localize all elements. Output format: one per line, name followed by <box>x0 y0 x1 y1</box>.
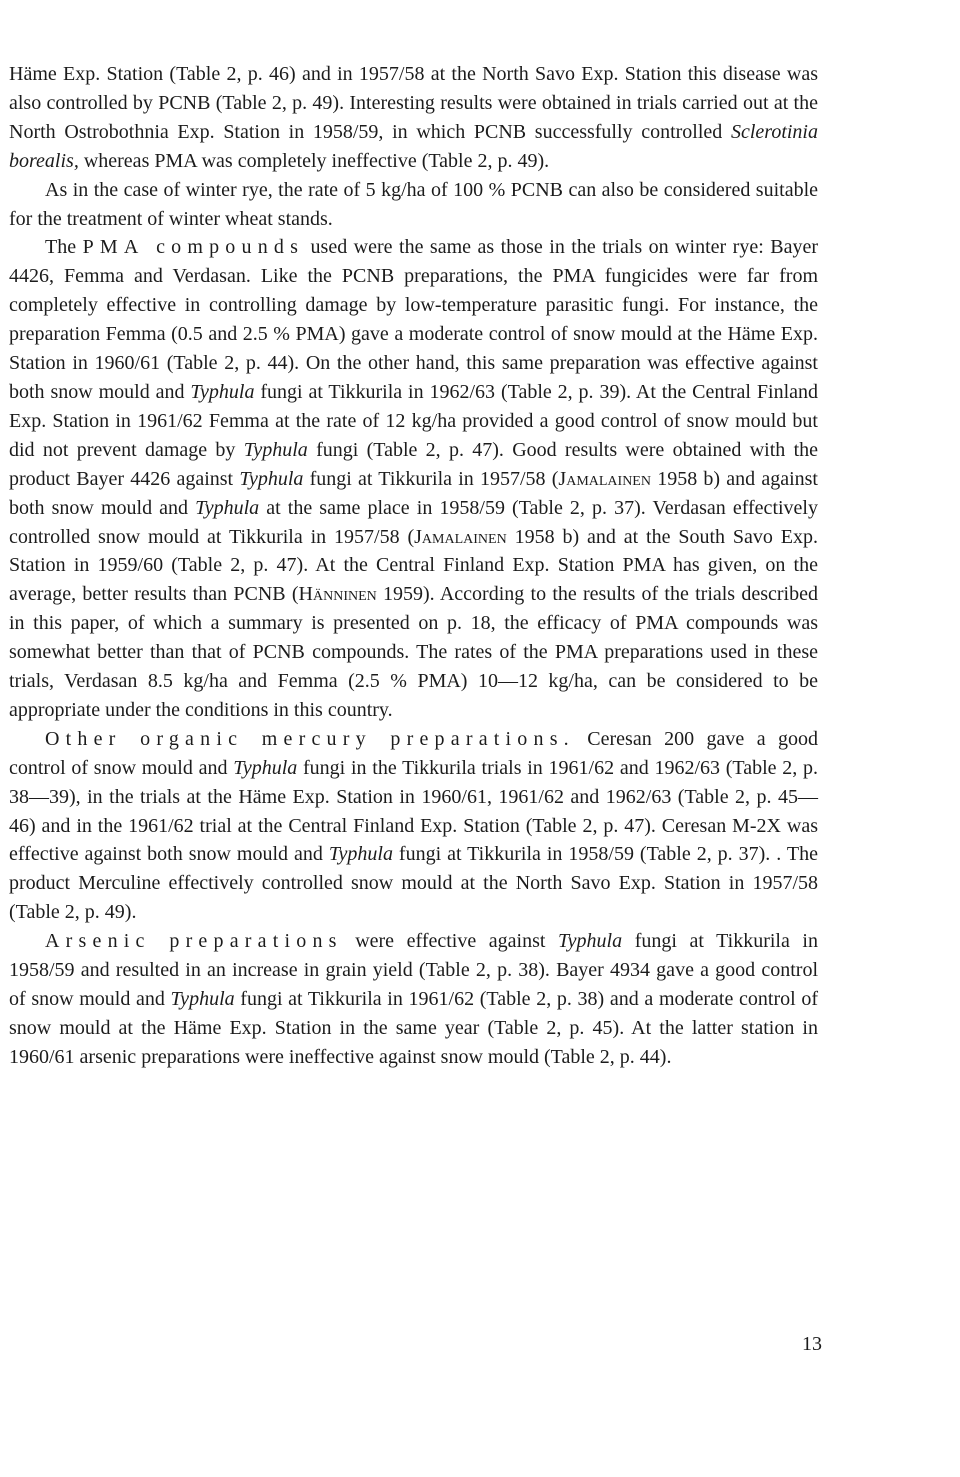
text-run: fungi in the Tikkurila trials in 1961/62 and 1962/63 (Table 2, p. 38—39), in the trials at the Häme Exp. Station in 1960/61, 1961/62 and 1962/63 (Table 2, p. 45—46) and in the 1961/62 trial at the Central Finland Exp. Station (Table 2, p. 47). Ceresan M-2X was effective against both snow mould and <box>9 756 818 866</box>
text-run: 1958 b) and against both snow mould and <box>9 467 818 519</box>
author-name: Jamalainen <box>558 467 651 490</box>
spaced-heading: PMA compounds <box>82 236 305 259</box>
text-run: fungi at Tikkurila in 1962/63 (Table 2, p. 39). At the Central Finland Exp. Station in 1961/62 Femma at the rate of 12 kg/ha provided a good control of snow mould but did not prevent damage by <box>9 380 818 461</box>
spaced-heading: Other organic mercury preparations. <box>45 727 575 750</box>
text-run: were effective against <box>342 930 559 953</box>
author-name: Hänninen <box>298 583 377 606</box>
italic-term: Typhula <box>243 438 308 461</box>
spaced-heading: Arsenic preparations <box>45 930 343 953</box>
italic-term: Typhula <box>170 988 235 1010</box>
text-run: As in the case of winter rye, the rate of 5 kg/ha of 100 % PCNB can also be considered suitable for the treatment of winter wheat stands. <box>9 178 818 230</box>
italic-term: Typhula <box>190 380 255 403</box>
text-run: fungi (Table 2, p. 47). Good results were obtained with the product Bayer 4426 against <box>9 438 818 490</box>
author-name: Jamalainen <box>414 525 507 548</box>
text-run: fungi at Tikkurila in 1961/62 (Table 2, p. 38) and a moderate control of snow mould at the Häme Exp. Station in the same year (Table 2, p. 45). At the latter station in 1960/61 arsenic preparations were ineffective against snow mould (Table 2, p. 44). <box>9 988 818 1068</box>
italic-term: Typhula <box>233 756 298 779</box>
text-run: Häme Exp. Station (Table 2, p. 46) and in 1957/58 at the North Savo Exp. Station this disease was also controlled by PCNB (Table 2, p. 49). Interesting results were obtained in trials carried out at the North Ostrobothnia Exp. Station in 1958/59, in which PCNB successfully controlled <box>9 63 818 143</box>
text-run: 1958 b) and at the South Savo Exp. Station in 1959/60 (Table 2, p. 47). At the Central Finland Exp. Station PMA has given, on the average, better results than PCNB ( <box>9 525 818 606</box>
text-run: 1959). According to the results of the trials described in this paper, of which a summary is presented on p. 18, the efficacy of PMA compounds was somewhat better than that of PCNB compounds. The rates of the PMA preparations used in these trials, Verdasan 8.5 kg/ha and Femma (2.5 % PMA) 10—12 kg/ha, can be considered to be appropriate under the conditions in this country. <box>9 583 818 721</box>
italic-term: Typhula <box>328 843 393 866</box>
italic-term: Typhula <box>195 496 260 519</box>
text-run: fungi at Tikkurila in 1958/59 and resulted in an increase in grain yield (Table 2, p. 38). Bayer 4934 gave a good control of snow mould and <box>9 930 818 1010</box>
paragraph <box>9 927 818 1072</box>
italic-term: Typhula <box>239 467 304 490</box>
text-run: at the same place in 1958/59 (Table 2, p. 37). Verdasan effectively controlled snow mould at Tikkurila in 1957/58 ( <box>9 496 818 548</box>
body-text <box>9 60 818 1072</box>
paragraph <box>9 233 818 724</box>
text-run: fungi at Tikkurila in 1957/58 ( <box>303 467 559 490</box>
text-run: whereas PMA was completely ineffective (Table 2, p. 49). <box>78 149 550 172</box>
italic-term: Sclerotinia borealis, <box>9 120 818 172</box>
text-run: The <box>45 236 83 259</box>
page-number: 13 <box>802 1333 822 1355</box>
paragraph <box>9 725 818 927</box>
text-run: fungi at Tikkurila in 1958/59 (Table 2, p. 37). . The product Merculine effectively controlled snow mould at the North Savo Exp. Station in 1957/58 (Table 2, p. 49). <box>9 843 818 924</box>
text-run: used were the same as those in the trials on winter rye: Bayer 4426, Femma and Verdasan. Like the PCNB preparations, the PMA fungicides were far from completely effective in controlling damage by low-temperature parasitic fungi. For instance, the preparation Femma (0.5 and 2.5 % PMA) gave a moderate control of snow mould at the Häme Exp. Station in 1960/61 (Table 2, p. 44). On the other hand, this same preparation was effective against both snow mould and <box>9 236 818 403</box>
paragraph <box>9 176 818 234</box>
paragraph <box>9 60 818 176</box>
italic-term: Typhula <box>558 930 623 953</box>
text-run: Ceresan 200 gave a good control of snow mould and <box>9 727 818 779</box>
